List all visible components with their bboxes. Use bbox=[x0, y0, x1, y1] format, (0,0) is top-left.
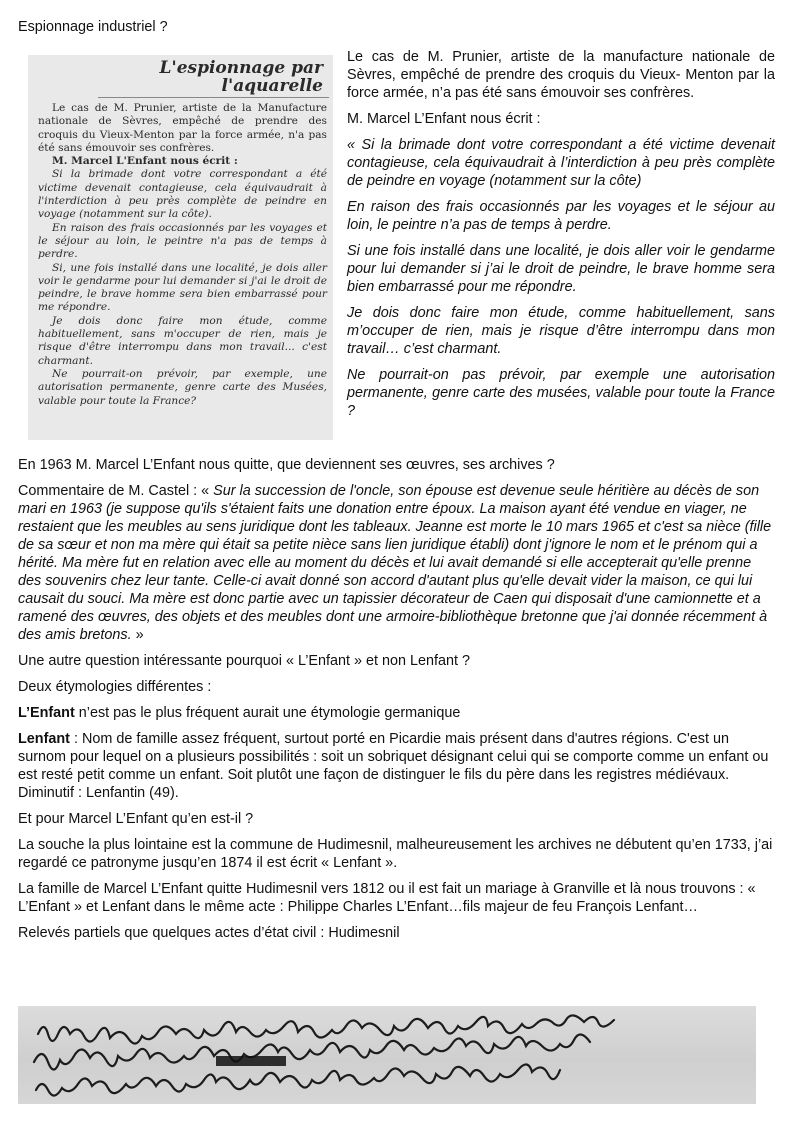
body-paragraph: La souche la plus lointaine est la commune de Hudimesnil, malheureusement les archives ne débutent qu’en 1733, j’ai regardé ce patronyme jusqu’en 1874 il est écrit « Lenfant ». bbox=[18, 837, 773, 871]
handwriting-scan bbox=[18, 1006, 756, 1104]
definition: n’est pas le plus fréquent aurait une étymologie germanique bbox=[74, 705, 461, 721]
clipping-paragraph: Le cas de M. Prunier, artiste de la Manufacture nationale de Sèvres, empêché de prendre des croquis du Vieux-Menton par la force armée, n'a pas été sans émouvoir ses confrères. bbox=[38, 102, 327, 154]
body-paragraph: Deux étymologies différentes : bbox=[18, 679, 212, 695]
body-paragraph: Relevés partiels que quelques actes d’état civil : Hudimesnil bbox=[18, 925, 400, 941]
clipping-paragraph: En raison des frais occasionnés par les voyages et le séjour au loin, le peintre n'a pas de temps à perdre. bbox=[38, 221, 327, 261]
definition: : Nom de famille assez fréquent, surtout porté en Picardie mais présent dans d'autres régions. C'est un surnom pour lequel on a plusieurs possibilités : soit un sobriquet désignant celui qui se comporte comme un enfant ou est resté petit comme un enfant. Soit plutôt une façon de distinguer le fils du père dans les registres médiévaux. Diminutif : Lenfantin (49). bbox=[18, 731, 769, 801]
etymology-lenfant-apostrophe bbox=[18, 704, 775, 722]
transcription-paragraph: M. Marcel L’Enfant nous écrit : bbox=[347, 111, 541, 127]
transcription-paragraph: Je dois donc faire mon étude, comme habituellement, sans m’occuper de rien, mais je risque d’être interrompu dans mon travail… c’est charmant. bbox=[347, 305, 775, 357]
transcription-paragraph: Si une fois installé dans une localité, je dois aller voir le gendarme pour lui demander si j’ai le droit de peindre, le brave homme sera bien embarrassé pour me répondre. bbox=[347, 243, 775, 295]
castel-comment bbox=[18, 482, 775, 644]
transcription-paragraph: Ne pourrait-on pas prévoir, par exemple une autorisation permanente, genre carte des musées, valable pour toute la France ? bbox=[347, 367, 775, 419]
watermark-stamp bbox=[216, 1056, 286, 1066]
term: Lenfant bbox=[18, 731, 70, 747]
comment-close: » bbox=[131, 627, 144, 643]
transcription-paragraph: Le cas de M. Prunier, artiste de la manufacture nationale de Sèvres, empêché de prendre des croquis du Vieux- Menton par la force armée, n’a pas été sans émouvoir ses confrères. bbox=[347, 49, 775, 101]
parish-register-image bbox=[18, 1006, 756, 1104]
body-paragraph: Et pour Marcel L’Enfant qu’en est-il ? bbox=[18, 811, 254, 827]
clipping-body bbox=[28, 102, 333, 408]
comment-lead: Commentaire de M. Castel : « bbox=[18, 483, 214, 499]
clipping-paragraph: Si, une fois installé dans une localité, je dois aller voir le gendarme pour lui demander si j'ai le droit de peindre, le brave homme sera bien embarrassé pour me répondre. bbox=[38, 261, 327, 314]
clipping-paragraph: Ne pourrait-on prévoir, par exemple, une autorisation permanente, genre carte des Musées, valable pour toute la France? bbox=[38, 367, 327, 407]
body-paragraph: En 1963 M. Marcel L’Enfant nous quitte, que deviennent ses œuvres, ses archives ? bbox=[18, 457, 555, 473]
page-title: Espionnage industriel ? bbox=[18, 19, 168, 35]
comment-quote: Sur la succession de l'oncle, son épouse est devenue seule héritière au décès de son mari en 1963 (je suppose qu'ils s'étaient faits une donation entre époux. La maison ayant été vendue en viager, ne restaient que les meubles au sens juridique dont les tableaux. Jeanne est morte le 10 mars 1965 et c'est sa nièce (fille de sa sœur et non ma mère qui était sa petite nièce sans lien juridique établi) dont j'ignore le nom et le prénom qui a hérité. Ma mère fut en relation avec elle au moment du décès et lui avait demandé si elle accepterait qu'elle prenne des souvenirs chez leur tante. Celle-ci avait donné son accord d'autant plus qu'elle devait vider la maison, ce qui lui causait du souci. Ma mère est donc partie avec un tapissier décorateur de Caen qui disposait d'une camionnette et a ramené des œuvres, des objets et des meubles dont une armoire-bibliothèque bretonne que j'ai donnée récemment à des amis bretons. bbox=[18, 483, 772, 643]
main-text bbox=[18, 456, 775, 950]
clipping-paragraph: Je dois donc faire mon étude, comme habituellement, sans m'occuper de rien, mais je risque d'être interrompu dans mon travail... c'est charmant. bbox=[38, 314, 327, 367]
clipping-paragraph: M. Marcel L'Enfant nous écrit : bbox=[52, 155, 238, 168]
transcription-paragraph: « Si la brimade dont votre correspondant a été victime devenait contagieuse, cela équivaudrait à l’interdiction à peu près complète de peindre en voyage (notamment sur la côte) bbox=[347, 137, 775, 189]
transcription-column bbox=[347, 48, 775, 428]
clipping-heading: L'espionnage par l'aquarelle bbox=[98, 55, 329, 98]
body-paragraph: Une autre question intéressante pourquoi « L’Enfant » et non Lenfant ? bbox=[18, 653, 471, 669]
etymology-lenfant bbox=[18, 730, 775, 802]
body-paragraph: La famille de Marcel L’Enfant quitte Hudimesnil vers 1812 ou il est fait un mariage à Granville et là nous trouvons : « L’Enfant » et Lenfant dans le même acte : Philippe Charles L’Enfant…fils majeur de feu François Lenfant… bbox=[18, 881, 756, 915]
newspaper-clipping bbox=[28, 55, 333, 440]
transcription-paragraph: En raison des frais occasionnés par les voyages et le séjour au loin, le peintre n’a pas de temps à perdre. bbox=[347, 199, 775, 233]
term: L’Enfant bbox=[18, 705, 75, 721]
clipping-paragraph: Si la brimade dont votre correspondant a été victime devenait contagieuse, cela équivaudrait à l'interdiction à peu près complète de peindre en voyage (notamment sur la côte). bbox=[38, 168, 327, 221]
